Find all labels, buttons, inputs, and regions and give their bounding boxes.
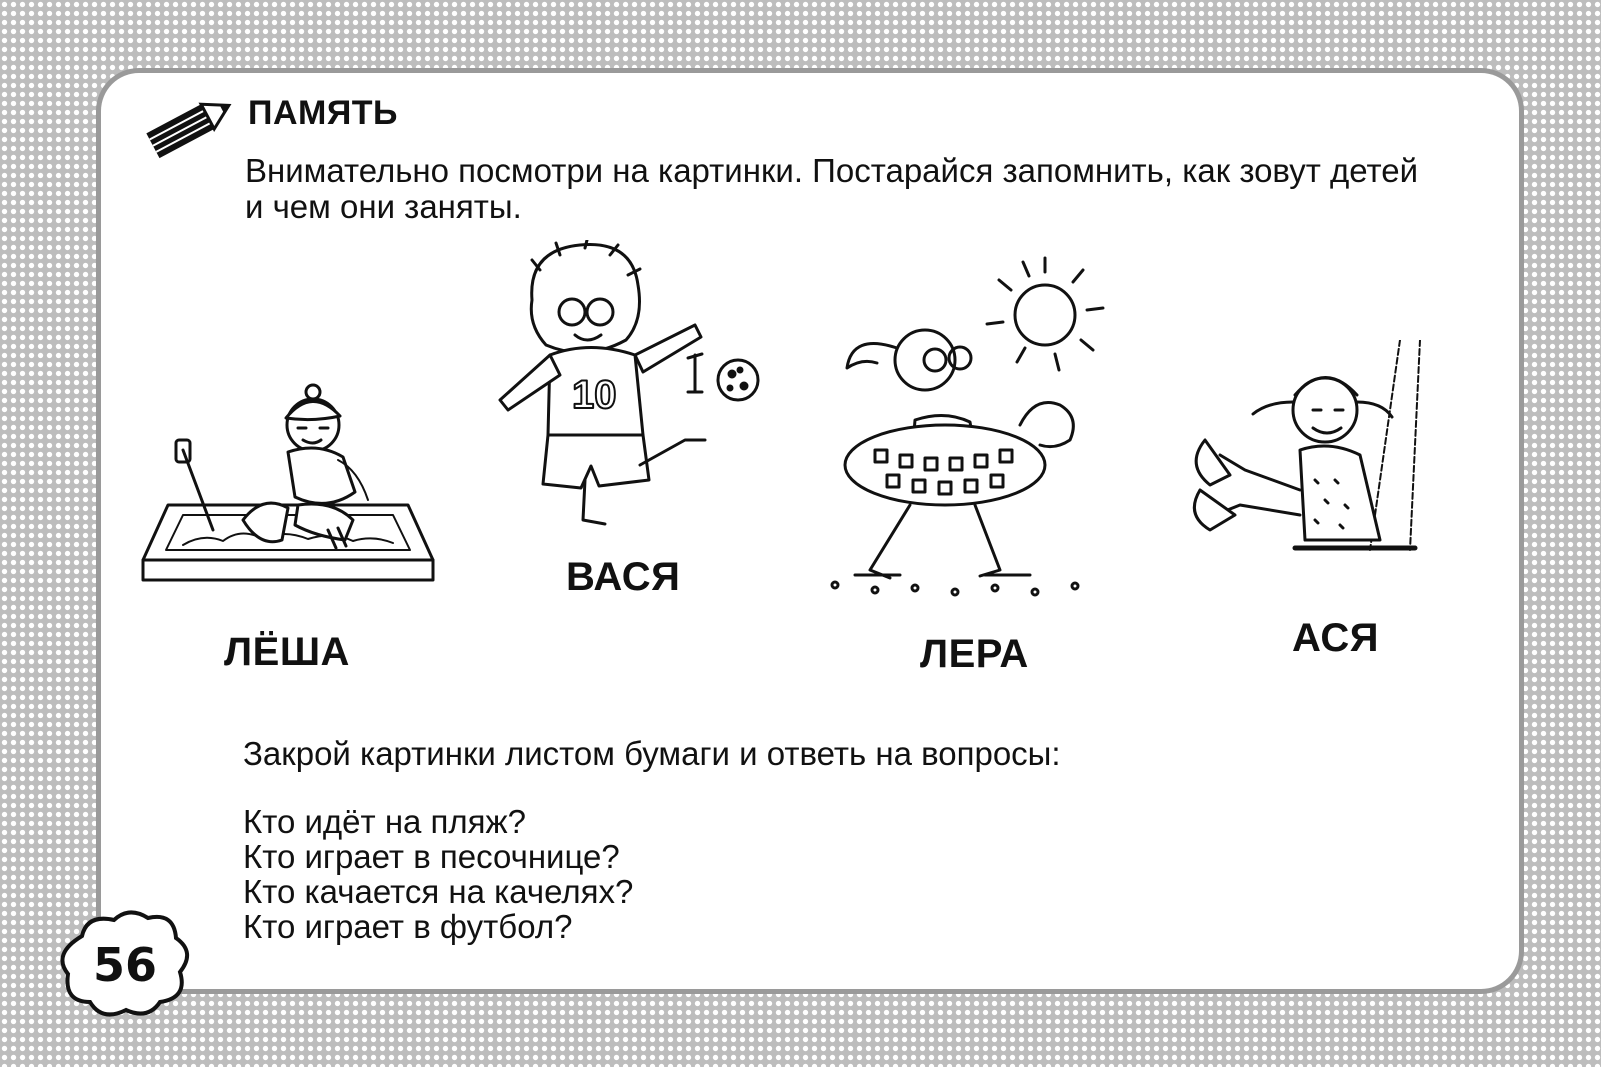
- pencil-icon: [140, 86, 240, 164]
- child-name-asya: АСЯ: [1292, 616, 1380, 660]
- swing-icon: [1185, 340, 1465, 590]
- questions-list: [243, 804, 633, 944]
- section-title: ПАМЯТЬ: [248, 94, 398, 132]
- task-text: Закрой картинки листом бумаги и ответь на вопросы:: [243, 735, 1061, 772]
- question-item: Кто идёт на пляж?: [243, 803, 526, 840]
- football-icon: [490, 240, 790, 540]
- instruction-text: Внимательно посмотри на картинки. Постарайся запомнить, как зовут детей и чем они заняты.: [245, 152, 1419, 225]
- sandbox-icon: [138, 380, 438, 600]
- svg-text:10: 10: [572, 373, 617, 417]
- page-number: 56: [92, 938, 157, 992]
- beach-icon: [815, 250, 1125, 615]
- child-name-lera: ЛЕРА: [920, 632, 1029, 676]
- child-name-lesha: ЛЁША: [224, 630, 350, 674]
- question-item: Кто качается на качелях?: [243, 873, 634, 910]
- question-item: Кто играет в футбол?: [243, 908, 573, 945]
- question-item: Кто играет в песочнице?: [243, 838, 620, 875]
- child-name-vasya: ВАСЯ: [566, 555, 681, 599]
